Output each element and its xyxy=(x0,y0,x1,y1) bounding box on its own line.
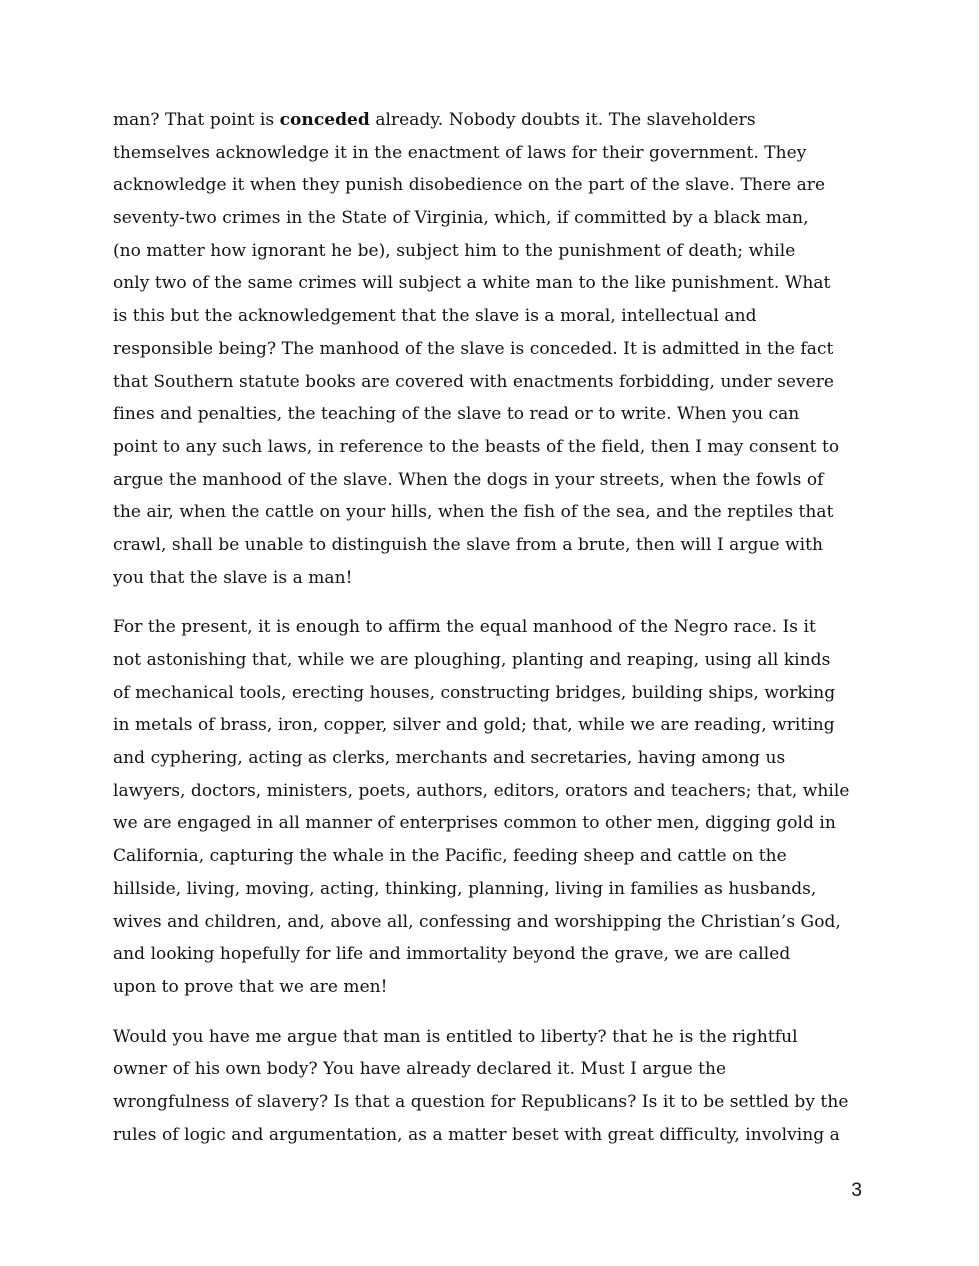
text-segment: California, capturing the whale in the Pacific, feeding sheep and cattle on the xyxy=(113,846,787,867)
text-segment: only two of the same crimes will subject a white man to the like punishment. What xyxy=(113,273,831,294)
document-body xyxy=(113,104,893,1168)
text-segment: and cyphering, acting as clerks, merchants and secretaries, having among us xyxy=(113,748,786,769)
text-segment: fines and penalties, the teaching of the slave to read or to write. When you can xyxy=(113,404,800,425)
text-segment: the air, when the cattle on your hills, when the fish of the sea, and the reptiles that xyxy=(113,502,834,523)
text-line xyxy=(113,333,893,366)
text-line xyxy=(113,807,893,840)
paragraph xyxy=(113,611,893,1003)
text-segment: responsible being? The manhood of the slave is conceded. It is admitted in the fact xyxy=(113,338,834,359)
text-line xyxy=(113,235,893,268)
text-line xyxy=(113,398,893,431)
text-line xyxy=(113,677,893,710)
text-segment: that Southern statute books are covered with enactments forbidding, under severe xyxy=(113,371,835,392)
text-segment: and looking hopefully for life and immortality beyond the grave, we are called xyxy=(113,944,791,965)
text-line xyxy=(113,202,893,235)
text-line xyxy=(113,464,893,497)
text-segment: themselves acknowledge it in the enactment of laws for their government. They xyxy=(113,142,807,163)
text-segment: lawyers, doctors, ministers, poets, authors, editors, orators and teachers; that, while xyxy=(113,780,850,801)
text-line xyxy=(113,971,893,1004)
text-line xyxy=(113,611,893,644)
text-line xyxy=(113,496,893,529)
paragraph xyxy=(113,104,893,594)
text-segment: man? That point is xyxy=(113,110,280,130)
text-segment: upon to prove that we are men! xyxy=(113,976,388,997)
text-segment: in metals of brass, iron, copper, silver and gold; that, while we are reading, writing xyxy=(113,715,835,736)
text-segment: you that the slave is a man! xyxy=(113,567,353,588)
text-line xyxy=(113,644,893,677)
text-segment: of mechanical tools, erecting houses, constructing bridges, building ships, working xyxy=(113,682,836,703)
text-line xyxy=(113,938,893,971)
text-segment: already. Nobody doubts it. The slaveholders xyxy=(369,110,756,130)
text-segment: not astonishing that, while we are ploughing, planting and reaping, using all kinds xyxy=(113,650,831,670)
text-line xyxy=(113,1086,893,1119)
text-segment: crawl, shall be unable to distinguish the slave from a brute, then will I argue with xyxy=(113,534,823,555)
text-segment: wrongfulness of slavery? Is that a question for Republicans? Is it to be settled by the xyxy=(113,1091,849,1112)
text-segment: acknowledge it when they punish disobedience on the part of the slave. There are xyxy=(113,175,826,196)
text-segment: (no matter how ignorant he be), subject him to the punishment of death; while xyxy=(113,240,796,261)
text-line xyxy=(113,104,893,137)
text-line xyxy=(113,431,893,464)
text-line xyxy=(113,906,893,939)
text-line xyxy=(113,169,893,202)
text-line xyxy=(113,1053,893,1086)
text-segment: argue the manhood of the slave. When the dogs in your streets, when the fowls of xyxy=(113,469,824,490)
text-line xyxy=(113,366,893,399)
page-number: 3 xyxy=(851,1180,862,1201)
paragraph xyxy=(113,1021,893,1152)
text-line xyxy=(113,562,893,595)
text-line xyxy=(113,742,893,775)
text-line xyxy=(113,1119,893,1152)
text-line xyxy=(113,775,893,808)
text-segment: For the present, it is enough to affirm the equal manhood of the Negro race. Is it xyxy=(113,617,816,638)
text-segment: Would you have me argue that man is entitled to liberty? that he is the rightful xyxy=(113,1026,798,1047)
text-line xyxy=(113,300,893,333)
text-segment: is this but the acknowledgement that the slave is a moral, intellectual and xyxy=(113,306,757,327)
text-line xyxy=(113,840,893,873)
text-segment: seventy-two crimes in the State of Virginia, which, if committed by a black man, xyxy=(113,208,809,229)
text-segment: rules of logic and argumentation, as a matter beset with great difficulty, involving a xyxy=(113,1124,840,1145)
text-line xyxy=(113,137,893,170)
text-line xyxy=(113,873,893,906)
text-line xyxy=(113,529,893,562)
text-line xyxy=(113,1021,893,1054)
bold-text-segment: conceded xyxy=(279,110,370,130)
text-line xyxy=(113,709,893,742)
text-segment: point to any such laws, in reference to the beasts of the field, then I may consent to xyxy=(113,436,840,457)
text-segment: we are engaged in all manner of enterprises common to other men, digging gold in xyxy=(113,813,836,834)
text-segment: wives and children, and, above all, confessing and worshipping the Christian’s God, xyxy=(113,911,841,932)
text-line xyxy=(113,267,893,300)
text-segment: hillside, living, moving, acting, thinking, planning, living in families as husbands, xyxy=(113,878,817,899)
text-segment: owner of his own body? You have already declared it. Must I argue the xyxy=(113,1059,727,1080)
